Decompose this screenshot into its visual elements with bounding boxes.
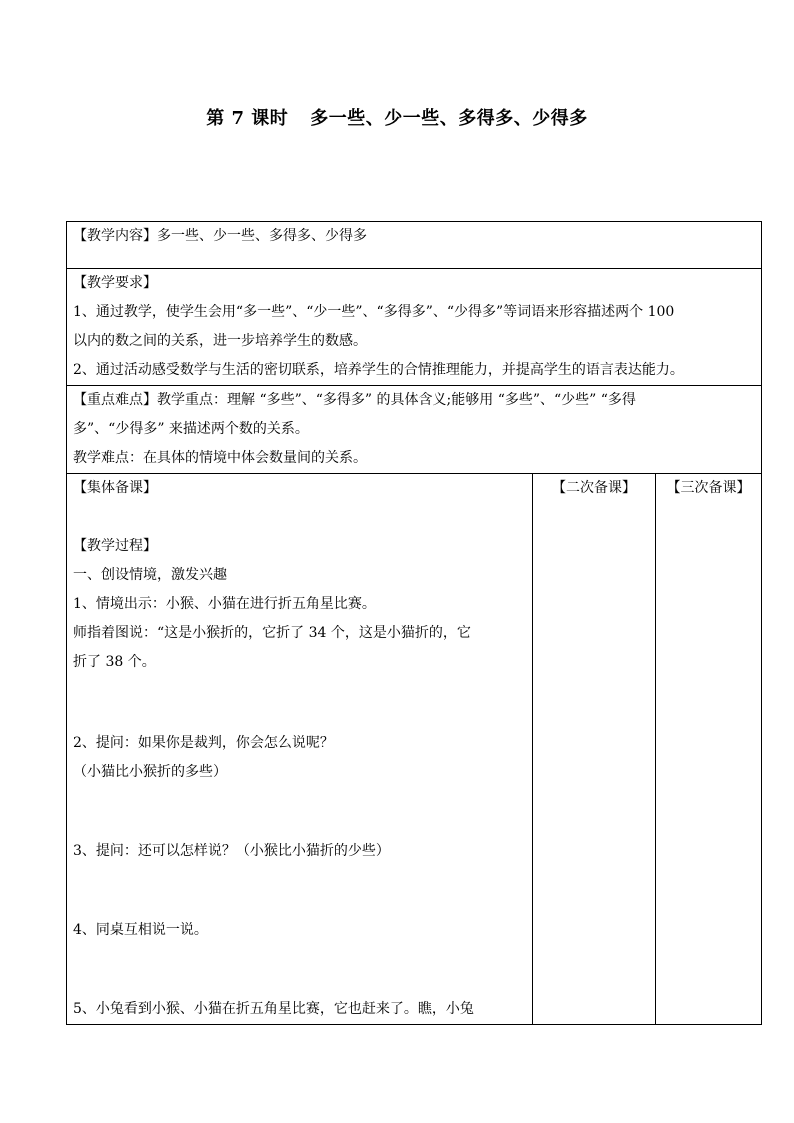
third-prep-label: 【三次备课】 xyxy=(666,480,751,496)
step-2: 2、提问：如果你是裁判，你会怎么说呢？ xyxy=(73,735,334,751)
focus-text-b: 多”、“少得多” 来描述两个数的关系。 xyxy=(73,421,309,437)
step-2-answer: （小猫比小猴折的多些） xyxy=(73,764,227,780)
step-1: 1、情境出示：小猴、小猫在进行折五角星比赛。 xyxy=(73,596,376,612)
step-5: 5、小兔看到小猴、小猫在折五角星比赛，它也赶来了。瞧，小兔 xyxy=(73,1001,474,1017)
content-cell xyxy=(67,222,762,269)
collective-prep-cell xyxy=(67,474,533,1025)
content-text: 多一些、少一些、多得多、少得多 xyxy=(157,228,367,244)
step-1-quote-b: 折了 38 个。 xyxy=(73,654,156,670)
requirement-2: 2、通过活动感受数学与生活的密切联系，培养学生的合情推理能力，并提高学生的语言表达能力。 xyxy=(73,362,684,378)
step-3: 3、提问：还可以怎样说？（小猴比小猫折的少些） xyxy=(73,843,390,859)
third-prep-cell xyxy=(656,474,762,1025)
section-1-heading: 一、创设情境，激发兴趣 xyxy=(73,567,227,583)
second-prep-cell xyxy=(533,474,656,1025)
second-prep-label: 【二次备课】 xyxy=(552,480,636,496)
requirements-label: 【教学要求】 xyxy=(73,275,157,291)
step-1-quote-a: 师指着图说：“这是小猴折的，它折了 34 个，这是小猫折的，它 xyxy=(73,625,471,641)
requirement-1b: 以内的数之间的关系，进一步培养学生的数感。 xyxy=(73,333,367,349)
key-points-cell xyxy=(67,386,762,474)
prep-row xyxy=(67,474,762,1025)
page-title xyxy=(0,104,794,130)
process-label: 【教学过程】 xyxy=(73,538,157,554)
collective-prep-label: 【集体备课】 xyxy=(73,480,157,496)
difficulty-text: 教学难点：在具体的情境中体会数量间的关系。 xyxy=(73,450,367,466)
focus-text-a: 教学重点：理解 “多些”、“多得多” 的具体含义;能够用 “多些”、“少些” “多得 xyxy=(157,392,636,408)
step-4: 4、同桌互相说一说。 xyxy=(73,922,208,938)
content-label: 【教学内容】 xyxy=(73,228,157,244)
lesson-topic: 多一些、少一些、多得多、少得多 xyxy=(310,108,588,129)
lesson-number: 第 7 课时 xyxy=(206,108,289,129)
content-row xyxy=(67,222,762,269)
key-points-row xyxy=(67,386,762,474)
key-points-label: 【重点难点】 xyxy=(73,392,157,408)
requirement-1a: 1、通过教学，使学生会用“多一些”、“少一些”、“多得多”、“少得多”等词语来形容描述两个 100 xyxy=(73,304,675,320)
requirements-cell xyxy=(67,269,762,386)
lesson-plan-table xyxy=(66,221,762,1025)
requirements-row xyxy=(67,269,762,386)
